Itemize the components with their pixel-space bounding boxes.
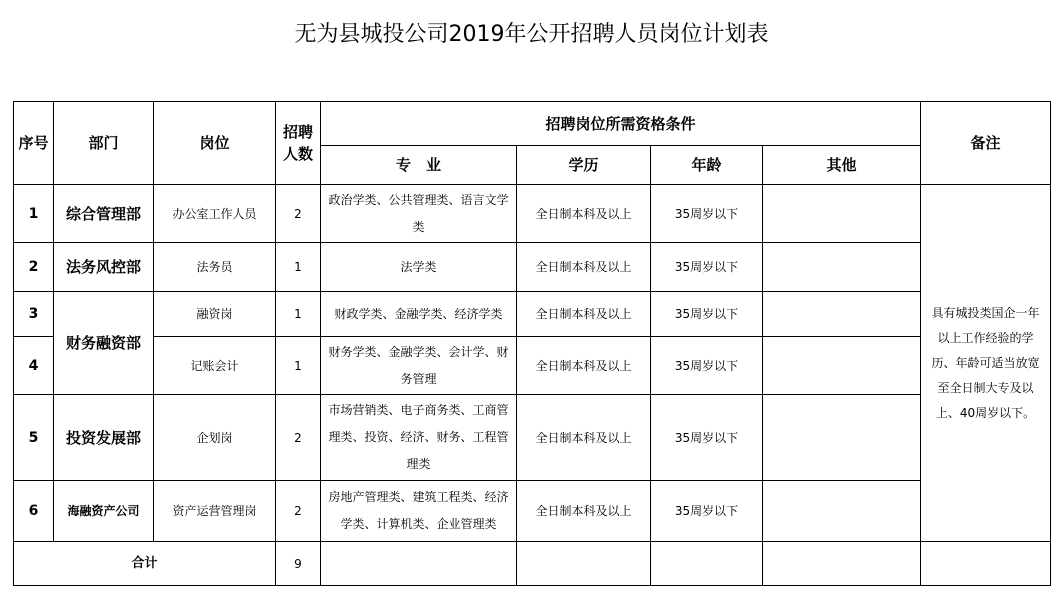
- header-other: 其他: [763, 146, 921, 185]
- total-count: 9: [276, 542, 321, 586]
- row-index: 3: [14, 292, 54, 337]
- table-row: [14, 395, 1051, 481]
- header-count: 招聘人数: [276, 102, 321, 185]
- total-empty-cell: [921, 542, 1051, 586]
- total-row: [14, 542, 1051, 586]
- row-index: 6: [14, 481, 54, 542]
- row-major: 房地产管理类、建筑工程类、经济学类、计算机类、企业管理类: [321, 481, 517, 542]
- table-row: [14, 185, 1051, 243]
- row-education: 全日制本科及以上: [517, 292, 651, 337]
- total-empty-cell: [651, 542, 763, 586]
- header-remarks: 备注: [921, 102, 1051, 185]
- remarks-cell: 具有城投类国企一年以上工作经验的学历、年龄可适当放宽至全日制大专及以上、40周岁以下。: [921, 185, 1051, 542]
- row-department: 综合管理部: [54, 185, 154, 243]
- row-major: 法学类: [321, 243, 517, 292]
- header-education: 学历: [517, 146, 651, 185]
- row-education: 全日制本科及以上: [517, 481, 651, 542]
- row-index: 2: [14, 243, 54, 292]
- row-other: [763, 395, 921, 481]
- row-count: 2: [276, 185, 321, 243]
- row-age: 35周岁以下: [651, 185, 763, 243]
- row-age: 35周岁以下: [651, 337, 763, 395]
- row-position: 资产运营管理岗: [154, 481, 276, 542]
- row-count: 2: [276, 395, 321, 481]
- row-other: [763, 481, 921, 542]
- row-count: 1: [276, 337, 321, 395]
- row-education: 全日制本科及以上: [517, 185, 651, 243]
- row-major: 政治学类、公共管理类、语言文学类: [321, 185, 517, 243]
- header-age: 年龄: [651, 146, 763, 185]
- row-age: 35周岁以下: [651, 481, 763, 542]
- header-department: 部门: [54, 102, 154, 185]
- row-count: 2: [276, 481, 321, 542]
- row-position: 企划岗: [154, 395, 276, 481]
- row-department: 投资发展部: [54, 395, 154, 481]
- row-count: 1: [276, 243, 321, 292]
- row-position: 记账会计: [154, 337, 276, 395]
- row-department: 法务风控部: [54, 243, 154, 292]
- row-other: [763, 243, 921, 292]
- row-department: 财务融资部: [54, 292, 154, 395]
- header-position: 岗位: [154, 102, 276, 185]
- table-row: [14, 481, 1051, 542]
- total-label: 合计: [14, 542, 276, 586]
- row-count: 1: [276, 292, 321, 337]
- total-empty-cell: [517, 542, 651, 586]
- recruitment-plan-table: [13, 101, 1051, 586]
- row-education: 全日制本科及以上: [517, 337, 651, 395]
- header-index: 序号: [14, 102, 54, 185]
- row-other: [763, 185, 921, 243]
- row-major: 市场营销类、电子商务类、工商管理类、投资、经济、财务、工程管理类: [321, 395, 517, 481]
- row-index: 5: [14, 395, 54, 481]
- row-age: 35周岁以下: [651, 395, 763, 481]
- table-header-row: [14, 102, 1051, 146]
- row-age: 35周岁以下: [651, 292, 763, 337]
- page-title: 无为县城投公司2019年公开招聘人员岗位计划表: [294, 22, 769, 47]
- row-major: 财务学类、金融学类、会计学、财务管理: [321, 337, 517, 395]
- row-index: 1: [14, 185, 54, 243]
- row-other: [763, 292, 921, 337]
- row-education: 全日制本科及以上: [517, 243, 651, 292]
- row-index: 4: [14, 337, 54, 395]
- row-department: 海融资产公司: [54, 481, 154, 542]
- total-empty-cell: [321, 542, 517, 586]
- table-row: [14, 243, 1051, 292]
- table-row: [14, 292, 1051, 337]
- row-age: 35周岁以下: [651, 243, 763, 292]
- row-education: 全日制本科及以上: [517, 395, 651, 481]
- header-major: 专 业: [321, 146, 517, 185]
- row-major: 财政学类、金融学类、经济学类: [321, 292, 517, 337]
- table-row: [14, 337, 1051, 395]
- total-empty-cell: [763, 542, 921, 586]
- row-position: 融资岗: [154, 292, 276, 337]
- header-requirements: 招聘岗位所需资格条件: [321, 102, 921, 146]
- row-other: [763, 337, 921, 395]
- row-position: 办公室工作人员: [154, 185, 276, 243]
- row-position: 法务员: [154, 243, 276, 292]
